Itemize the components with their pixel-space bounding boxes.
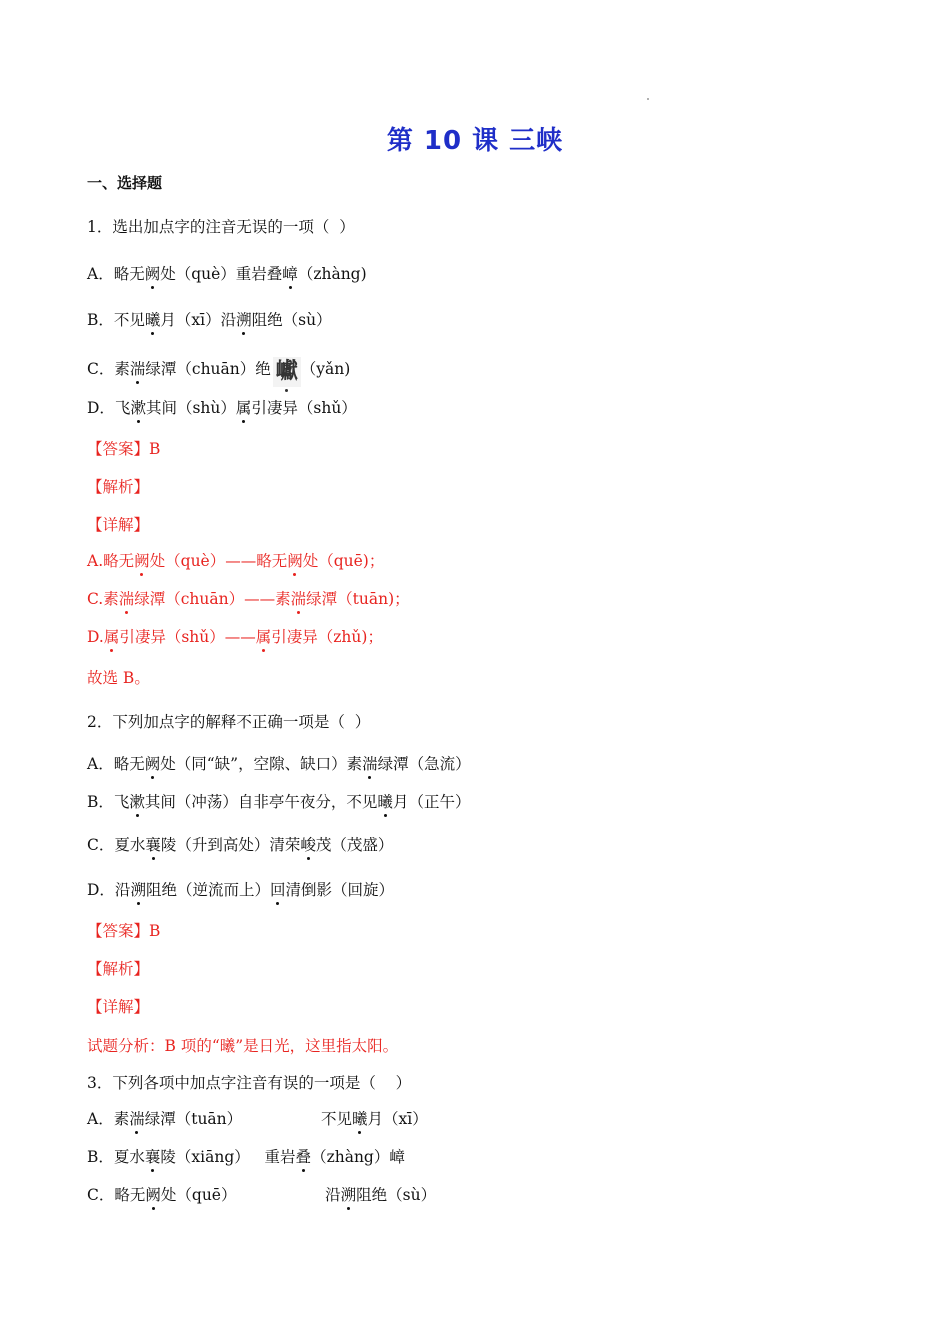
question-2-stem: 2．下列加点字的解释不正确一项是（ ） xyxy=(87,713,371,731)
question-1-option-c: C．素湍绿潭（chuān）绝 巘 （yǎn) xyxy=(87,353,350,383)
question-1-option-d: D．飞漱其间（shù）属引凄异（shǔ） xyxy=(87,399,357,417)
question-2-answer: 【答案】B xyxy=(87,922,161,940)
question-1-explanation-c: C.素湍绿潭（chuān）——素湍绿潭（tuān)； xyxy=(87,590,410,608)
page-title: 第 10 课 三峡 xyxy=(386,126,564,156)
question-2-option-b: B．飞漱其间（冲荡）自非亭午夜分，不见曦月（正午） xyxy=(87,793,471,811)
question-1-explanation-a: A.略无阙处（què）——略无阙处（quē)； xyxy=(87,552,385,570)
question-1-option-b: B．不见曦月（xī）沿溯阻绝（sù） xyxy=(87,311,332,329)
question-1-stem: 1．选出加点字的注音无误的一项（ ） xyxy=(87,218,355,236)
question-2-option-a: A．略无阙处（同“缺”，空隙、缺口）素湍绿潭（急流） xyxy=(87,755,471,773)
question-2-option-c: C．夏水襄陵（升到高处）清荣峻茂（茂盛） xyxy=(87,836,394,854)
question-1-explanation-d: D.属引凄异（shǔ）——属引凄异（zhǔ)； xyxy=(87,628,383,646)
question-2-analysis-label: 【解析】 xyxy=(87,960,150,978)
question-3-option-a: A．素湍绿潭（tuān） 不见曦月（xī） xyxy=(87,1110,428,1128)
question-1-answer: 【答案】B xyxy=(87,440,161,458)
header-dot xyxy=(647,98,649,100)
question-2-detail-label: 【详解】 xyxy=(87,998,150,1016)
character-image: 巘 xyxy=(273,357,301,387)
question-3-option-c: C．略无阙处（quē） 沿溯阻绝（sù） xyxy=(87,1186,437,1204)
question-1-detail-label: 【详解】 xyxy=(87,516,150,534)
question-3-option-b: B．夏水襄陵（xiāng） 重岩叠（zhàng）嶂 xyxy=(87,1148,405,1166)
question-1-option-a: A．略无阙处（què）重岩叠嶂（zhàng) xyxy=(87,265,367,283)
section-heading: 一、选择题 xyxy=(87,174,163,192)
question-1-analysis-label: 【解析】 xyxy=(87,478,150,496)
question-2-option-d: D．沿溯阻绝（逆流而上）回清倒影（回旋） xyxy=(87,881,394,899)
question-3-stem: 3．下列各项中加点字注音有误的一项是（ ） xyxy=(87,1074,412,1092)
question-2-analysis: 试题分析：B 项的“曦”是日光，这里指太阳。 xyxy=(87,1037,399,1055)
question-1-conclusion: 故选 B。 xyxy=(87,669,150,687)
